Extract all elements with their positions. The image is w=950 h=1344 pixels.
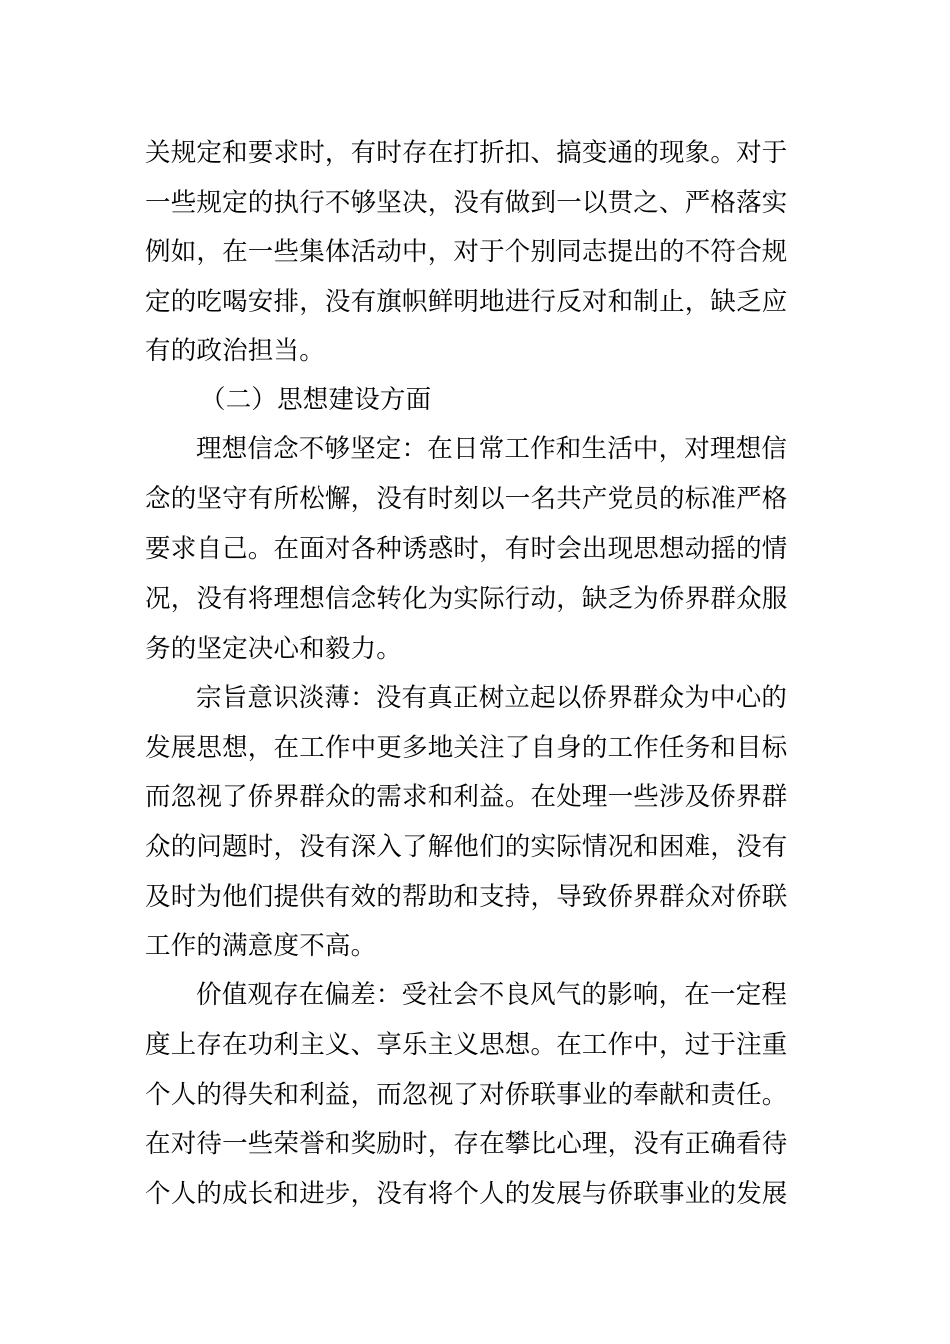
text-line: 念的坚守有所松懈，没有时刻以一名共产党员的标准严格: [145, 484, 788, 514]
text-line: 发展思想，在工作中更多地关注了自身的工作任务和目标: [145, 733, 788, 763]
section-heading: （二）思想建设方面: [200, 385, 432, 415]
text-line: 众的问题时，没有深入了解他们的实际情况和困难，没有: [145, 832, 788, 862]
text-line: 及时为他们提供有效的帮助和支持，导致侨界群众对侨联: [145, 882, 788, 912]
text-line: 关规定和要求时，有时存在打折扣、搞变通的现象。对于: [145, 138, 788, 168]
text-line: 个人的成长和进步，没有将个人的发展与侨联事业的发展: [145, 1179, 788, 1209]
text-line: 个人的得失和利益，而忽视了对侨联事业的奉献和责任。: [145, 1080, 788, 1110]
paragraph-first-line: 宗旨意识淡薄：没有真正树立起以侨界群众为中心的: [196, 683, 788, 713]
text-line: 要求自己。在面对各种诱惑时，有时会出现思想动摇的情: [145, 534, 788, 564]
text-line: 况，没有将理想信念转化为实际行动，缺乏为侨界群众服: [145, 584, 788, 614]
text-line: 一些规定的执行不够坚决，没有做到一以贯之、严格落实: [145, 188, 788, 218]
text-line: 定的吃喝安排，没有旗帜鲜明地进行反对和制止，缺乏应: [145, 287, 788, 317]
text-line: 工作的满意度不高。: [145, 931, 377, 961]
text-line: 在对待一些荣誉和奖励时，存在攀比心理，没有正确看待: [145, 1129, 788, 1159]
text-line: 而忽视了侨界群众的需求和利益。在处理一些涉及侨界群: [145, 782, 788, 812]
paragraph-first-line: 价值观存在偏差：受社会不良风气的影响，在一定程: [196, 980, 788, 1010]
text-line: 务的坚定决心和毅力。: [145, 634, 403, 664]
text-line: 度上存在功利主义、享乐主义思想。在工作中，过于注重: [145, 1030, 788, 1060]
text-line: 例如，在一些集体活动中，对于个别同志提出的不符合规: [145, 237, 788, 267]
text-line: 有的政治担当。: [145, 336, 325, 366]
paragraph-first-line: 理想信念不够坚定：在日常工作和生活中，对理想信: [196, 434, 788, 464]
